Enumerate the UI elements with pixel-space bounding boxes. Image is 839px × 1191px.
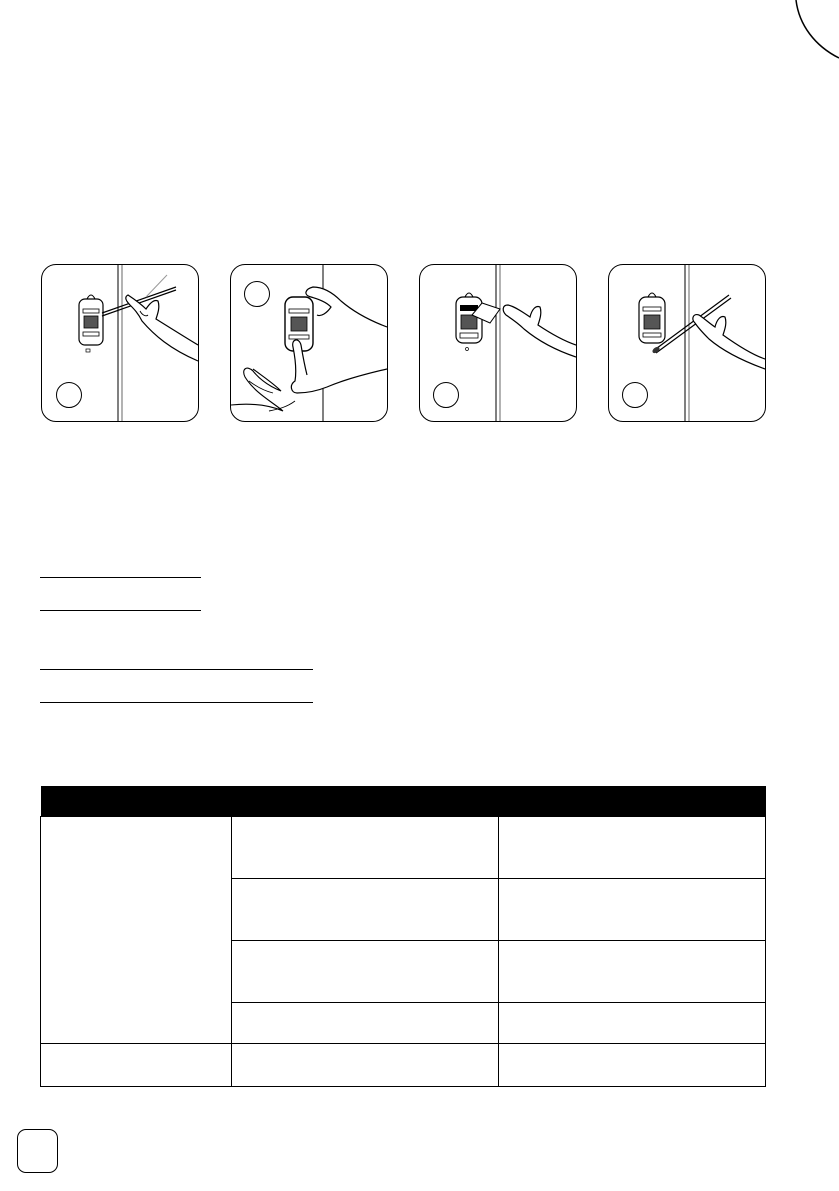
step-marker-circle	[244, 281, 270, 307]
underline-rule	[40, 610, 201, 611]
step-marker-circle	[622, 382, 648, 408]
table-header-cell	[41, 786, 232, 817]
table-cell	[499, 941, 766, 1003]
table-cell	[41, 817, 232, 1044]
table-cell	[232, 1044, 499, 1087]
underline-rule	[40, 669, 313, 670]
step-marker-circle	[56, 382, 82, 408]
page-corner-mark	[779, 0, 839, 70]
table-row	[41, 817, 766, 879]
step-2-illustration	[230, 264, 388, 422]
table-cell	[499, 817, 766, 879]
installation-steps	[0, 264, 839, 424]
step-4-illustration	[608, 264, 766, 422]
table-cell	[499, 879, 766, 941]
table-cell	[232, 1003, 499, 1044]
table-cell	[499, 1003, 766, 1044]
table-cell	[232, 941, 499, 1003]
step-1-illustration	[41, 264, 199, 422]
table-cell	[499, 1044, 766, 1087]
underline-rule	[40, 577, 201, 578]
table-header-cell	[232, 786, 499, 817]
table-header-cell	[499, 786, 766, 817]
step-3-illustration	[419, 264, 577, 422]
underline-rule	[40, 702, 313, 703]
table-cell	[232, 879, 499, 941]
step-marker-circle	[433, 382, 459, 408]
page-number-badge	[17, 1129, 58, 1173]
table-cell	[41, 1044, 232, 1087]
table-header-row	[41, 786, 766, 817]
table-cell	[232, 817, 499, 879]
info-table	[40, 786, 766, 1087]
table-row	[41, 1044, 766, 1087]
